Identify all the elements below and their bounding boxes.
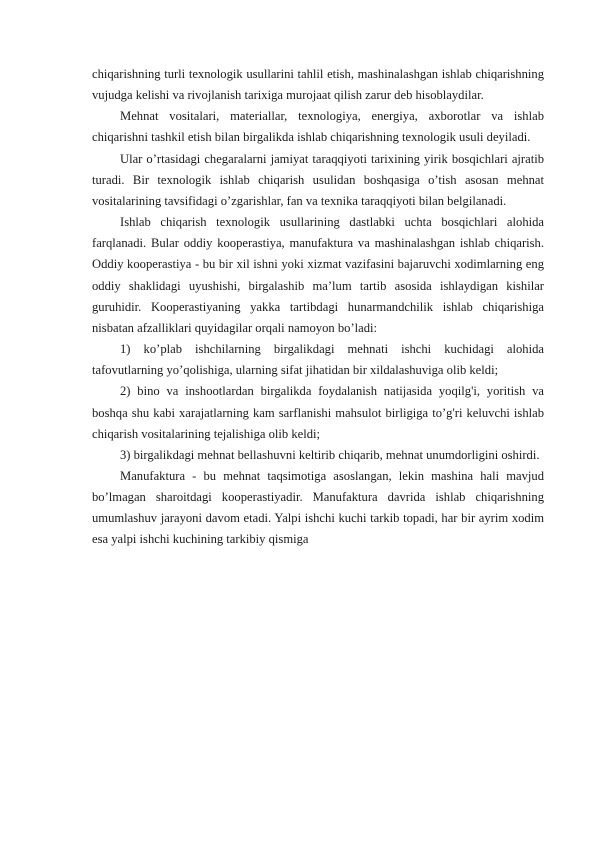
paragraph-continuation: chiqarishning turli texnologik usullarini tahlil etish, mashinalashgan ishlab chiqarishning vujudga kelishi va rivojlanish tarixiga murojaat qilish zarur deb hisoblaydilar. — [92, 67, 544, 103]
paragraph-chegaralar: Ular o’rtasidagi chegaralarni jamiyat taraqqiyoti tarixining yirik bosqichlari ajratib turadi. Bir texnologik ishlab chiqarish usulidan boshqasiga o’tish asosan mehnat vositalarining tavsifidagi o’zgarishlar, fan va texnika taraqqiyoti bilan belgilanadi. — [92, 151, 544, 208]
document-page — [92, 64, 544, 551]
paragraph-mehnat-vositalari: Mehnat vositalari, materiallar, texnologiya, energiya, axborotlar va ishlab chiqarishni tashkil etish bilan birgalikda ishlab chiqarishning texnologik usuli deyiladi. — [92, 109, 544, 145]
list-item-1: 1) ko’plab ishchilarning birgalikdagi mehnati ishchi kuchidagi alohida tafovutlarning yo’qolishiga, ularning sifat jihatidan bir xildalashuviga olib keldi; — [92, 342, 544, 378]
list-item-3: 3) birgalikdagi mehnat bellashuvni keltirib chiqarib, mehnat unumdorligini oshirdi. — [120, 447, 540, 462]
paragraph-manufaktura: Manufaktura - bu mehnat taqsimotiga asoslangan, lekin mashina hali mavjud bo’lmagan sharoitdagi kooperastiyadir. Manufaktura davrida ishlab chiqarishning umumlashuv jarayoni davom etadi. Yalpi ishchi kuchi tarkib topadi, har bir ayrim xodim esa yalpi ishchi kuchining tarkibiy qismiga — [92, 468, 544, 547]
paragraph-bosqichlar: Ishlab chiqarish texnologik usullarining dastlabki uchta bosqichlari alohida farqlanadi. Bular oddiy kooperastiya, manufaktura va mashinalashgan ishlab chiqarish. Oddiy kooperastiya - bu bir xil ishni yoki xizmat vazifasini bajaruvchi xodimlarning eng oddiy shaklidagi uyushishi, birgalashib ma’lum tartib asosida ishlaydigan kishilar guruhidir. Kooperastiyaning yakka tartibdagi hunarmandchilik ishlab chiqarishiga nisbatan afzalliklari quyidagilar orqali namoyon bo’ladi: — [92, 215, 544, 335]
list-item-2: 2) bino va inshootlardan birgalikda foydalanish natijasida yoqilg'i, yoritish va boshqa shu kabi xarajatlarning kam sarflanishi mahsulot birligiga to’g'ri keluvchi ishlab chiqarish vositalarining tejalishiga olib keldi; — [92, 384, 544, 441]
